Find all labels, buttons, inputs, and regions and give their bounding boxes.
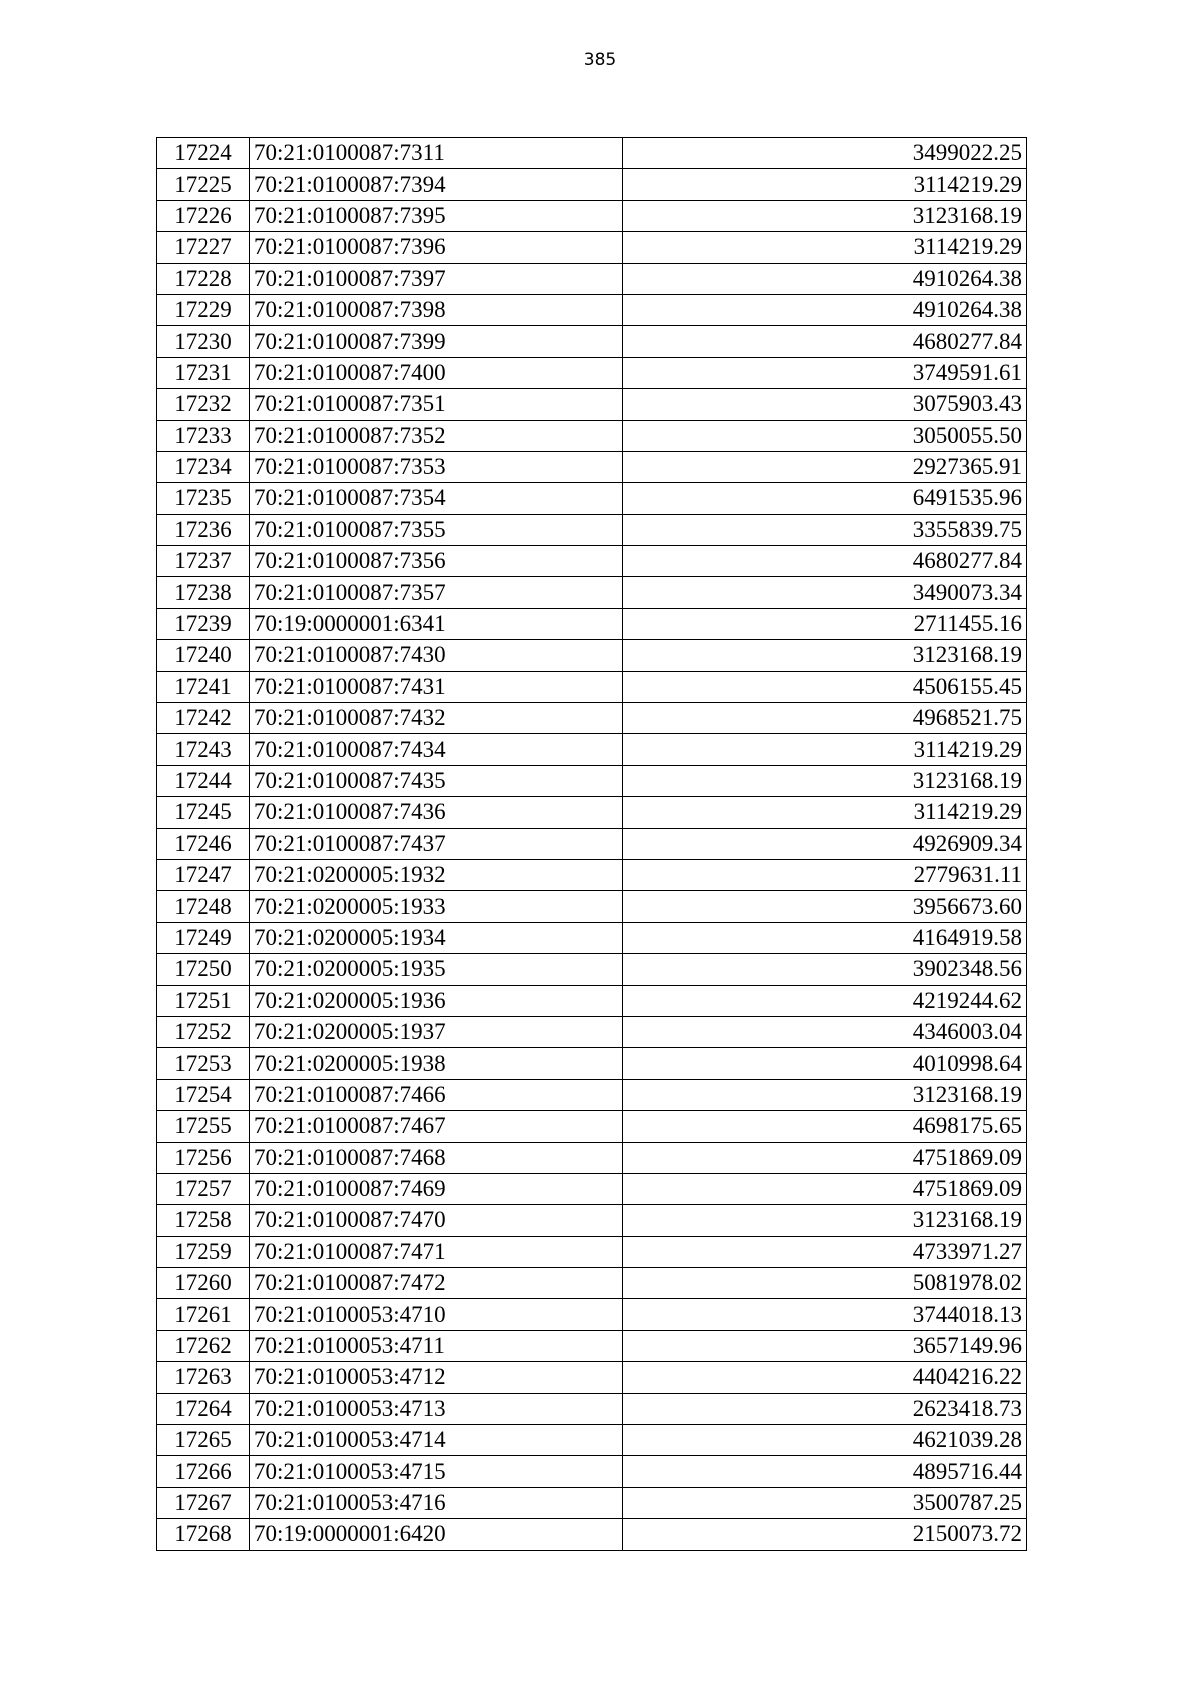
- row-number-cell: 17245: [157, 797, 250, 828]
- row-number-cell: 17236: [157, 514, 250, 545]
- cadastral-number-cell: 70:21:0100053:4715: [250, 1456, 623, 1487]
- cadastral-value-cell: 4968521.75: [623, 703, 1027, 734]
- cadastral-value-cell: 5081978.02: [623, 1268, 1027, 1299]
- table-row: [157, 859, 1027, 890]
- cadastral-value-cell: 4751869.09: [623, 1173, 1027, 1204]
- row-number-cell: 17230: [157, 326, 250, 357]
- cadastral-value-cell: 3123168.19: [623, 1079, 1027, 1110]
- cadastral-value-cell: 2927365.91: [623, 451, 1027, 482]
- cadastral-number-cell: 70:21:0100087:7352: [250, 420, 623, 451]
- cadastral-value-cell: 3114219.29: [623, 797, 1027, 828]
- cadastral-value-cell: 3114219.29: [623, 232, 1027, 263]
- table-row: [157, 1173, 1027, 1204]
- table-row: [157, 1362, 1027, 1393]
- cadastral-number-cell: 70:21:0200005:1932: [250, 859, 623, 890]
- cadastral-value-cell: 4404216.22: [623, 1362, 1027, 1393]
- table-row: [157, 483, 1027, 514]
- table-row: [157, 1079, 1027, 1110]
- row-number-cell: 17264: [157, 1393, 250, 1424]
- cadastral-number-cell: 70:21:0100087:7469: [250, 1173, 623, 1204]
- cadastral-value-cell: 4346003.04: [623, 1016, 1027, 1047]
- row-number-cell: 17231: [157, 357, 250, 388]
- cadastral-number-cell: 70:21:0100087:7435: [250, 765, 623, 796]
- cadastral-value-cell: 3657149.96: [623, 1330, 1027, 1361]
- cadastral-number-cell: 70:21:0100087:7356: [250, 546, 623, 577]
- cadastral-number-cell: 70:21:0100087:7436: [250, 797, 623, 828]
- row-number-cell: 17261: [157, 1299, 250, 1330]
- table-row: [157, 765, 1027, 796]
- table-row: [157, 420, 1027, 451]
- table-row: [157, 1142, 1027, 1173]
- cadastral-value-cell: 6491535.96: [623, 483, 1027, 514]
- table-row: [157, 640, 1027, 671]
- cadastral-number-cell: 70:21:0100087:7353: [250, 451, 623, 482]
- cadastral-number-cell: 70:19:0000001:6341: [250, 608, 623, 639]
- cadastral-value-cell: 3355839.75: [623, 514, 1027, 545]
- cadastral-value-cell: 4010998.64: [623, 1048, 1027, 1079]
- cadastral-value-cell: 3499022.25: [623, 138, 1027, 169]
- cadastral-value-table: [156, 137, 1027, 1551]
- table-row: [157, 326, 1027, 357]
- cadastral-value-cell: 3123168.19: [623, 765, 1027, 796]
- cadastral-value-cell: 4506155.45: [623, 671, 1027, 702]
- cadastral-value-cell: 3902348.56: [623, 954, 1027, 985]
- cadastral-value-cell: 2623418.73: [623, 1393, 1027, 1424]
- cadastral-number-cell: 70:21:0200005:1936: [250, 985, 623, 1016]
- cadastral-number-cell: 70:21:0100087:7396: [250, 232, 623, 263]
- row-number-cell: 17238: [157, 577, 250, 608]
- cadastral-value-cell: 4910264.38: [623, 294, 1027, 325]
- cadastral-value-cell: 3749591.61: [623, 357, 1027, 388]
- row-number-cell: 17257: [157, 1173, 250, 1204]
- row-number-cell: 17225: [157, 169, 250, 200]
- table-row: [157, 451, 1027, 482]
- table-row: [157, 1236, 1027, 1267]
- table-row: [157, 734, 1027, 765]
- table-row: [157, 263, 1027, 294]
- row-number-cell: 17263: [157, 1362, 250, 1393]
- cadastral-number-cell: 70:21:0100087:7394: [250, 169, 623, 200]
- cadastral-value-cell: 2711455.16: [623, 608, 1027, 639]
- cadastral-number-cell: 70:21:0100087:7468: [250, 1142, 623, 1173]
- table-row: [157, 169, 1027, 200]
- cadastral-value-cell: 3050055.50: [623, 420, 1027, 451]
- cadastral-number-cell: 70:21:0100053:4711: [250, 1330, 623, 1361]
- cadastral-value-cell: 2150073.72: [623, 1519, 1027, 1550]
- row-number-cell: 17251: [157, 985, 250, 1016]
- table-row: [157, 294, 1027, 325]
- table-row: [157, 797, 1027, 828]
- cadastral-number-cell: 70:21:0100087:7467: [250, 1111, 623, 1142]
- cadastral-number-cell: 70:21:0100087:7311: [250, 138, 623, 169]
- cadastral-number-cell: 70:21:0100087:7430: [250, 640, 623, 671]
- row-number-cell: 17244: [157, 765, 250, 796]
- cadastral-value-cell: 3956673.60: [623, 891, 1027, 922]
- row-number-cell: 17250: [157, 954, 250, 985]
- cadastral-number-cell: 70:21:0100087:7466: [250, 1079, 623, 1110]
- cadastral-number-cell: 70:21:0100053:4712: [250, 1362, 623, 1393]
- cadastral-value-cell: 4164919.58: [623, 922, 1027, 953]
- cadastral-number-cell: 70:21:0100087:7398: [250, 294, 623, 325]
- cadastral-value-cell: 4910264.38: [623, 263, 1027, 294]
- row-number-cell: 17228: [157, 263, 250, 294]
- cadastral-value-cell: 4680277.84: [623, 326, 1027, 357]
- row-number-cell: 17246: [157, 828, 250, 859]
- cadastral-value-cell: 3114219.29: [623, 734, 1027, 765]
- row-number-cell: 17266: [157, 1456, 250, 1487]
- row-number-cell: 17248: [157, 891, 250, 922]
- row-number-cell: 17242: [157, 703, 250, 734]
- row-number-cell: 17233: [157, 420, 250, 451]
- cadastral-number-cell: 70:21:0200005:1938: [250, 1048, 623, 1079]
- cadastral-value-cell: 2779631.11: [623, 859, 1027, 890]
- table-row: [157, 1393, 1027, 1424]
- table-row: [157, 1456, 1027, 1487]
- cadastral-value-cell: 3075903.43: [623, 389, 1027, 420]
- cadastral-value-cell: 4733971.27: [623, 1236, 1027, 1267]
- row-number-cell: 17247: [157, 859, 250, 890]
- cadastral-value-cell: 3114219.29: [623, 169, 1027, 200]
- row-number-cell: 17235: [157, 483, 250, 514]
- row-number-cell: 17243: [157, 734, 250, 765]
- cadastral-number-cell: 70:21:0100087:7437: [250, 828, 623, 859]
- table-body: [157, 138, 1027, 1551]
- table-row: [157, 922, 1027, 953]
- cadastral-value-cell: 3123168.19: [623, 640, 1027, 671]
- cadastral-value-cell: 4895716.44: [623, 1456, 1027, 1487]
- table-row: [157, 1268, 1027, 1299]
- row-number-cell: 17260: [157, 1268, 250, 1299]
- row-number-cell: 17249: [157, 922, 250, 953]
- cadastral-number-cell: 70:21:0100053:4714: [250, 1425, 623, 1456]
- row-number-cell: 17237: [157, 546, 250, 577]
- cadastral-value-cell: 3744018.13: [623, 1299, 1027, 1330]
- row-number-cell: 17254: [157, 1079, 250, 1110]
- table-row: [157, 1016, 1027, 1047]
- row-number-cell: 17226: [157, 200, 250, 231]
- row-number-cell: 17253: [157, 1048, 250, 1079]
- table-row: [157, 1111, 1027, 1142]
- cadastral-value-cell: 3123168.19: [623, 200, 1027, 231]
- table-row: [157, 389, 1027, 420]
- table-row: [157, 1205, 1027, 1236]
- cadastral-number-cell: 70:21:0200005:1934: [250, 922, 623, 953]
- cadastral-value-cell: 3500787.25: [623, 1487, 1027, 1518]
- cadastral-number-cell: 70:21:0100087:7400: [250, 357, 623, 388]
- row-number-cell: 17240: [157, 640, 250, 671]
- cadastral-number-cell: 70:21:0100087:7399: [250, 326, 623, 357]
- table-row: [157, 1330, 1027, 1361]
- cadastral-number-cell: 70:19:0000001:6420: [250, 1519, 623, 1550]
- cadastral-number-cell: 70:21:0100087:7471: [250, 1236, 623, 1267]
- table-row: [157, 954, 1027, 985]
- table-row: [157, 138, 1027, 169]
- cadastral-value-cell: 4751869.09: [623, 1142, 1027, 1173]
- cadastral-value-cell: 3490073.34: [623, 577, 1027, 608]
- row-number-cell: 17259: [157, 1236, 250, 1267]
- row-number-cell: 17268: [157, 1519, 250, 1550]
- table-row: [157, 577, 1027, 608]
- table-row: [157, 985, 1027, 1016]
- table-row: [157, 514, 1027, 545]
- cadastral-value-cell: 4680277.84: [623, 546, 1027, 577]
- cadastral-number-cell: 70:21:0100087:7357: [250, 577, 623, 608]
- cadastral-number-cell: 70:21:0100087:7431: [250, 671, 623, 702]
- cadastral-number-cell: 70:21:0200005:1935: [250, 954, 623, 985]
- table-row: [157, 703, 1027, 734]
- row-number-cell: 17252: [157, 1016, 250, 1047]
- row-number-cell: 17262: [157, 1330, 250, 1361]
- cadastral-value-cell: 4219244.62: [623, 985, 1027, 1016]
- cadastral-number-cell: 70:21:0100087:7470: [250, 1205, 623, 1236]
- row-number-cell: 17267: [157, 1487, 250, 1518]
- cadastral-number-cell: 70:21:0200005:1937: [250, 1016, 623, 1047]
- row-number-cell: 17241: [157, 671, 250, 702]
- table-row: [157, 1425, 1027, 1456]
- table-row: [157, 357, 1027, 388]
- table-row: [157, 828, 1027, 859]
- cadastral-value-cell: 4698175.65: [623, 1111, 1027, 1142]
- page-number: 385: [583, 50, 617, 70]
- cadastral-number-cell: 70:21:0100087:7434: [250, 734, 623, 765]
- table-row: [157, 1299, 1027, 1330]
- cadastral-number-cell: 70:21:0100087:7395: [250, 200, 623, 231]
- row-number-cell: 17234: [157, 451, 250, 482]
- cadastral-number-cell: 70:21:0200005:1933: [250, 891, 623, 922]
- table-row: [157, 891, 1027, 922]
- row-number-cell: 17239: [157, 608, 250, 639]
- table-row: [157, 1048, 1027, 1079]
- cadastral-number-cell: 70:21:0100053:4716: [250, 1487, 623, 1518]
- table-row: [157, 232, 1027, 263]
- cadastral-number-cell: 70:21:0100087:7355: [250, 514, 623, 545]
- row-number-cell: 17256: [157, 1142, 250, 1173]
- row-number-cell: 17224: [157, 138, 250, 169]
- table-row: [157, 1487, 1027, 1518]
- cadastral-value-cell: 4926909.34: [623, 828, 1027, 859]
- cadastral-value-cell: 3123168.19: [623, 1205, 1027, 1236]
- cadastral-number-cell: 70:21:0100053:4713: [250, 1393, 623, 1424]
- cadastral-number-cell: 70:21:0100087:7397: [250, 263, 623, 294]
- table-row: [157, 200, 1027, 231]
- cadastral-number-cell: 70:21:0100087:7432: [250, 703, 623, 734]
- row-number-cell: 17265: [157, 1425, 250, 1456]
- cadastral-value-cell: 4621039.28: [623, 1425, 1027, 1456]
- row-number-cell: 17232: [157, 389, 250, 420]
- cadastral-number-cell: 70:21:0100053:4710: [250, 1299, 623, 1330]
- row-number-cell: 17229: [157, 294, 250, 325]
- table-row: [157, 1519, 1027, 1550]
- table-row: [157, 608, 1027, 639]
- row-number-cell: 17258: [157, 1205, 250, 1236]
- table-row: [157, 671, 1027, 702]
- cadastral-number-cell: 70:21:0100087:7351: [250, 389, 623, 420]
- cadastral-number-cell: 70:21:0100087:7472: [250, 1268, 623, 1299]
- cadastral-number-cell: 70:21:0100087:7354: [250, 483, 623, 514]
- row-number-cell: 17227: [157, 232, 250, 263]
- table-row: [157, 546, 1027, 577]
- row-number-cell: 17255: [157, 1111, 250, 1142]
